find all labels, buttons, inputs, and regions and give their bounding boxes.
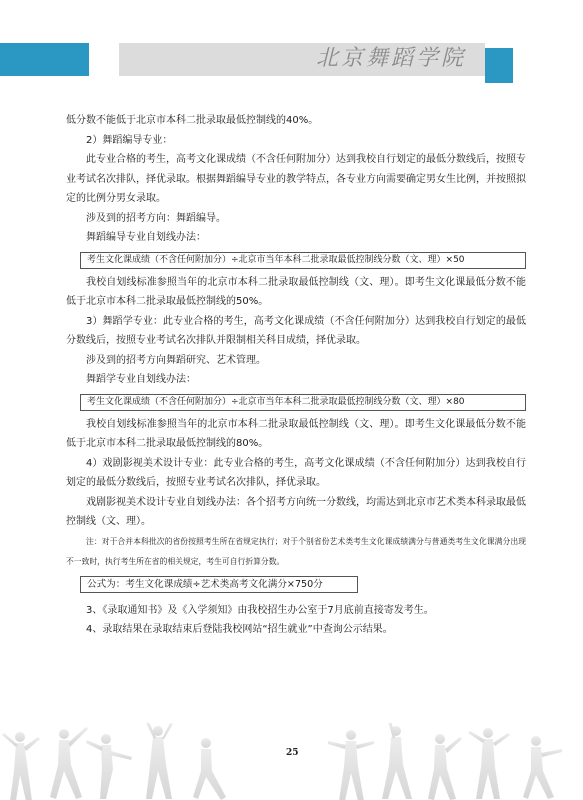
paragraph: 舞蹈学专业自划线办法：: [86, 374, 196, 385]
paragraph: 涉及到的招考方向：舞蹈编导。: [86, 212, 226, 224]
paragraph: 涉及到的招考方向舞蹈研究、艺术管理。: [86, 354, 266, 366]
section-heading: 3）舞蹈学专业：此专业合格的考生，高考文化课成绩（不含任何附加分）达到我校自行划定的最低分数线后，按照专业考试名次排队并限制相关科目成绩，择优录取。: [66, 315, 526, 346]
paragraph: 3、《录取通知书》及《入学须知》由我校招生办公室于7月底前直接寄发考生。: [86, 604, 434, 616]
paragraph: 低分数不能低于北京市本科二批录取最低控制线的40%。: [66, 115, 319, 126]
section-heading: 2）舞蹈编导专业：: [86, 134, 173, 146]
dancer-silhouettes-icon: [0, 723, 583, 800]
section-heading: 4）戏剧影视美术设计专业：此专业合格的考生，高考文化课成绩（不含任何附加分）达到我校自行划定的最低分数线后，按照专业考试名次排队，择优录取。: [66, 457, 526, 488]
paragraph: 舞蹈编导专业自划线办法：: [86, 232, 206, 243]
header-title: 北京舞蹈学院: [316, 46, 467, 71]
formula-box: 考生文化课成绩（不含任何附加分）÷北京市当年本科二批录取最低控制线分数（文、理）×80: [80, 394, 526, 411]
dancer-silhouette-band: [0, 723, 583, 800]
page-number: 25: [286, 748, 299, 758]
document-body: [66, 111, 526, 640]
formula-box: 考生文化课成绩（不含任何附加分）÷北京市当年本科二批录取最低控制线分数（文、理）×50: [80, 252, 526, 269]
paragraph: 此专业合格的考生，高考文化课成绩（不含任何附加分）达到我校自行划定的最低分数线后，按照专业考试名次排队，择优录取。根据舞蹈编导专业的教学特点，各专业方向需要确定男女生比例，并按照拟定的比例分男女录取。: [66, 154, 526, 204]
note: 注：对于合并本科批次的省份按照考生所在省规定执行；对于个别省份艺术类考生文化课成绩满分与普通类考生文化课满分出现不一致时，执行考生所在省的相关规定，考生可自行折算分数。: [66, 536, 526, 566]
header-accent-right: [485, 48, 513, 83]
paragraph: 我校自划线标准参照当年的北京市本科二批录取最低控制线（文、理）。即考生文化课最低分数不能低于北京市本科二批录取最低控制线的50%。: [66, 276, 526, 307]
formula-box: 公式为：考生文化课成绩÷艺术类高考文化满分×750分: [80, 576, 358, 593]
header-accent-left: [0, 43, 89, 76]
paragraph: 4、录取结果在录取结束后登陆我校网站“招生就业”中查询公示结果。: [86, 624, 393, 635]
paragraph: 戏剧影视美术设计专业自划线办法：各个招考方向统一分数线，均需达到北京市艺术类本科录取最低控制线（文、理）。: [66, 496, 526, 527]
paragraph: 我校自划线标准参照当年的北京市本科二批录取最低控制线（文、理）。即考生文化课最低分数不能低于北京市本科二批录取最低控制线的80%。: [66, 418, 526, 449]
